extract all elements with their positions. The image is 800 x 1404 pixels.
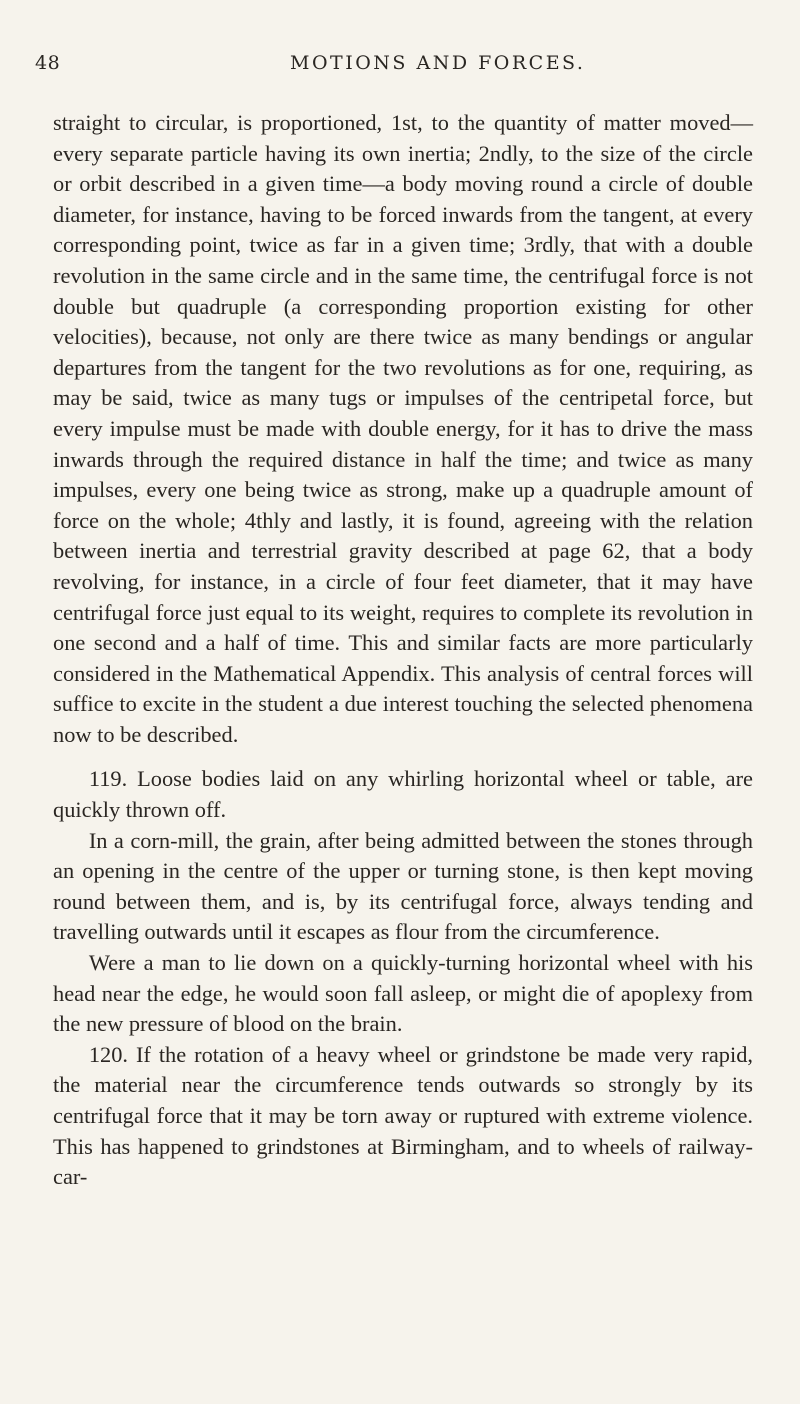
running-head: MOTIONS AND FORCES. (290, 52, 586, 74)
page-header (35, 52, 740, 86)
paragraph-continued: straight to circular, is proportioned, 1st, to the quantity of matter moved—every separate particle having its own inertia; 2ndly, to the size of the circle or orbit described in a given time—a body moving round a circle of double diameter, for instance, having to be forced inwards from the tangent, at every corresponding point, twice as far in a given time; 3rdly, that with a double revolution in the same circle and in the same time, the centrifugal force is not double but quadruple (a corresponding proportion existing for other velocities), because, not only are there twice as many bendings or angular departures from the tangent for the two revolutions as for one, requiring, as may be said, twice as many tugs or impulses of the centripetal force, but every impulse must be made with double energy, for it has to drive the mass inwards through the required distance in half the time; and twice as many impulses, every one being twice as strong, make up a quadruple amount of force on the whole; 4thly and lastly, it is found, agreeing with the relation between inertia and terrestrial gravity described at page 62, that a body revolving, for instance, in a circle of four feet diameter, that it may have centrifugal force just equal to its weight, requires to complete its revolution in one second and a half of time. This and similar facts are more particularly considered in the Mathematical Appendix. This analysis of central forces will suffice to excite in the student a due interest touching the selected phenomena now to be described. (53, 110, 753, 747)
paragraph-119: 119. Loose bodies laid on any whirling horizontal wheel or table, are quickly thrown off. (53, 766, 753, 823)
page-number: 48 (35, 52, 61, 74)
body-text (53, 108, 753, 1193)
paragraph-120: 120. If the rotation of a heavy wheel or grindstone be made very rapid, the material near the circumference tends outwards so strongly by its centrifugal force that it may be torn away or ruptured with extreme violence. This has happened to grindstones at Birmingham, and to wheels of railway-car- (53, 1041, 753, 1190)
paragraph-whirling-wheel: Were a man to lie down on a quickly-turning horizontal wheel with his head near the edge, he would soon fall asleep, or might die of apoplexy from the new pressure of blood on the brain. (53, 950, 753, 1037)
paragraph-corn-mill: In a corn-mill, the grain, after being admitted between the stones through an opening in the centre of the upper or turning stone, is then kept moving round between them, and is, by its centrifugal force, always tending and travelling outwards until it escapes as flour from the circumference. (53, 827, 753, 945)
